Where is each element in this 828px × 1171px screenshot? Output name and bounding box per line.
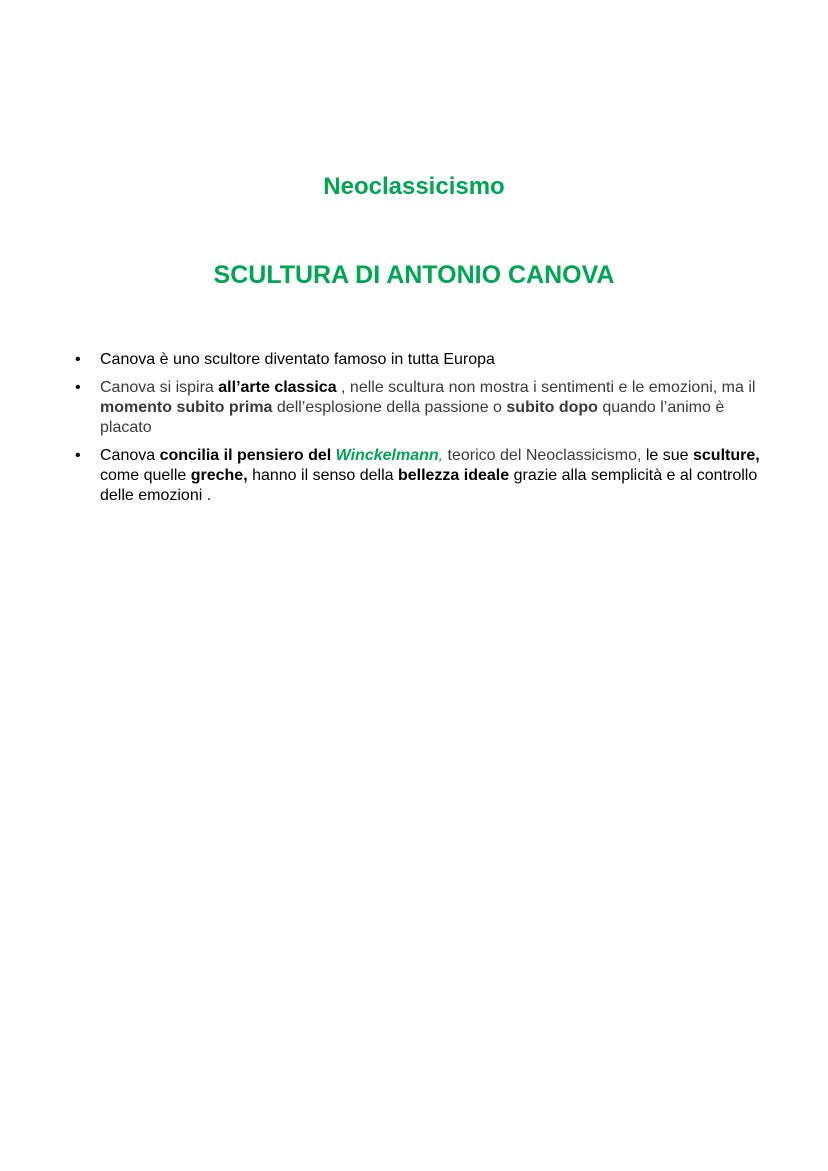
bold-segment: concilia il pensiero del: [159, 447, 336, 464]
bullet-item: [0, 378, 828, 438]
text-segment: grazie alla semplicità e al controllo delle emozioni .: [100, 467, 758, 504]
bullet-icon: •: [75, 351, 81, 368]
bold-segment: sculture,: [693, 447, 760, 464]
text-segment: come quelle: [100, 467, 191, 484]
text-segment: teorico del Neoclassicismo,: [443, 447, 646, 464]
text-segment: Canova: [100, 447, 160, 464]
bold-segment: momento subito prima: [100, 399, 273, 416]
bold-segment: bellezza ideale: [397, 467, 510, 484]
bullet-list: [0, 350, 828, 514]
bullet-icon: •: [75, 379, 81, 396]
text-segment: hanno il senso della: [247, 467, 398, 484]
bold-segment: greche,: [190, 467, 248, 484]
text-segment: le sue: [645, 447, 693, 464]
text-segment: ,: [438, 447, 444, 464]
document-title: Neoclassicismo: [323, 173, 505, 200]
text-segment: Canova si ispira: [100, 379, 219, 396]
bold-segment: subito dopo: [506, 399, 598, 416]
text-segment: quando l’animo è placato: [100, 399, 725, 436]
document-subtitle: SCULTURA DI ANTONIO CANOVA: [213, 261, 615, 289]
bullet-item: [0, 446, 828, 506]
bullet-icon: •: [75, 447, 81, 464]
text-segment: dell’esplosione della passione o: [272, 399, 507, 416]
text-segment: , nelle scultura non mostra i sentimenti e le emozioni, ma il: [336, 379, 756, 396]
bullet-item: [0, 350, 828, 370]
bullet-text: Canova è uno scultore diventato famoso in tutta Europa: [100, 351, 495, 368]
highlight-name: Winckelmann: [335, 447, 439, 464]
bold-segment: all’arte classica: [218, 379, 337, 396]
